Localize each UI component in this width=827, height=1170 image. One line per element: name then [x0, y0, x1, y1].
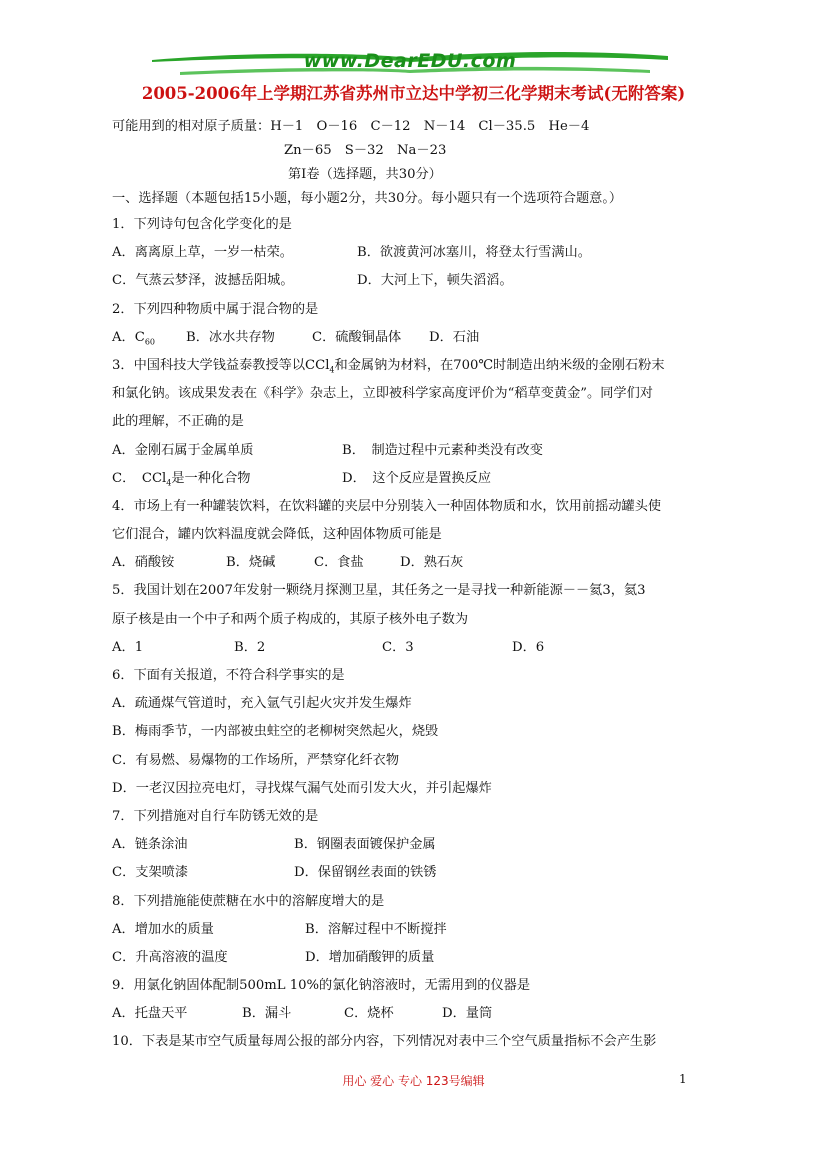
- option: D．量筒: [442, 1006, 493, 1022]
- option: D．熟石灰: [400, 555, 464, 571]
- question-stem: 8．下列措施能使蔗糖在水中的溶解度增大的是: [112, 893, 385, 909]
- option: A．金刚石属于金属单质: [112, 442, 254, 458]
- section-title: 第Ⅰ卷（选择题，共30分）: [288, 167, 442, 182]
- option: A．硝酸铵: [112, 555, 175, 571]
- option-row: [112, 549, 722, 577]
- option: B． 制造过程中元素种类没有改变: [342, 442, 543, 458]
- option: D．一老汉因拉亮电灯，寻找煤气漏气处而引发大火，并引起爆炸: [112, 780, 492, 796]
- question-stem: 6．下面有关报道，不符合科学事实的是: [112, 668, 345, 683]
- option: B．欲渡黄河冰塞川，将登太行雪满山。: [357, 245, 591, 261]
- question-stem: 它们混合，罐内饮料温度就会降低，这种固体物质可能是: [112, 527, 442, 543]
- option: D．大河上下，顿失滔滔。: [357, 273, 513, 289]
- option-row: [112, 944, 722, 972]
- question-stem: 9．用氯化钠固体配制500mL 10%的氯化钠溶液时，无需用到的仪器是: [112, 978, 531, 994]
- option-row: [112, 267, 722, 295]
- option: C．食盐: [314, 555, 364, 571]
- option: B．烧碱: [226, 555, 276, 571]
- part1-instructions: 一、选择题（本题包括15小题，每小题2分，共30分。每小题只有一个选项符合题意。）: [112, 191, 623, 206]
- option: B．冰水共存物: [186, 329, 275, 345]
- option: D．增加硝酸钾的质量: [305, 949, 435, 965]
- option: B．梅雨季节，一内部被虫蛀空的老柳树突然起火，烧毁: [112, 724, 439, 740]
- question-stem: 2．下列四种物质中属于混合物的是: [112, 301, 319, 317]
- option-row: [112, 324, 722, 352]
- option-row: [112, 634, 722, 662]
- question-stem: 和氯化钠。该成果发表在《科学》杂志上，立即被科学家高度评价为“稻草变黄金”。同学们对: [112, 386, 653, 402]
- option: A．疏通煤气管道时，充入氩气引起火灾并发生爆炸: [112, 696, 412, 712]
- option: A．增加水的质量: [112, 921, 214, 937]
- question-stem: 10．下表是某市空气质量每周公报的部分内容，下列情况对表中三个空气质量指标不会产生影: [112, 1034, 657, 1050]
- footer-slogan: 用心 爱心 专心 123号编辑: [342, 1074, 485, 1088]
- option: C．气蒸云梦泽，波撼岳阳城。: [112, 273, 294, 289]
- atomic-masses-line2: Zn－65 S－32 Na－23: [284, 143, 447, 158]
- option-row: [112, 1000, 722, 1028]
- question-stem: 5．我国计划在2007年发射一颗绕月探测卫星，其任务之一是寻找一种新能源－－氦3，氦3: [112, 583, 646, 599]
- option: A．托盘天平: [112, 1006, 188, 1022]
- option: C． CCl$_4$是一种化合物: [112, 470, 251, 488]
- option: C．有易燃、易爆物的工作场所，严禁穿化纤衣物: [112, 752, 400, 768]
- option: A．1: [112, 639, 144, 655]
- option: C．烧杯: [344, 1006, 394, 1022]
- question-stem: 此的理解，不正确的是: [112, 414, 244, 430]
- option: A．$C_{60}$: [112, 329, 155, 347]
- atomic-masses-line1: 可能用到的相对原子质量：H－1 O－16 C－12 N－14 Cl－35.5 He－4: [112, 119, 590, 134]
- question-stem: 原子核是由一个中子和两个质子构成的，其原子核外电子数为: [112, 611, 469, 627]
- option: A．离离原上草，一岁一枯荣。: [112, 245, 293, 261]
- site-header: [150, 48, 670, 80]
- option-row: [112, 916, 722, 944]
- option: B．漏斗: [242, 1006, 292, 1022]
- option: D．石油: [429, 329, 480, 345]
- site-url[interactable]: www.DearEDU.com: [303, 50, 517, 72]
- option-row: [112, 831, 722, 859]
- option: D．保留钢丝表面的铁锈: [294, 865, 437, 881]
- exam-title: 2005-2006年上学期江苏省苏州市立达中学初三化学期末考试(无附答案): [141, 84, 686, 103]
- question-stem: 3．中国科技大学钱益泰教授等以CCl$_4$和金属钠为材料，在700℃时制造出纳米级的金刚石粉末: [112, 357, 665, 375]
- page-number: 1: [679, 1072, 687, 1086]
- question-stem: 4．市场上有一种罐装饮料，在饮料罐的夹层中分别装入一种固体物质和水，饮用前摇动罐头使: [112, 498, 662, 514]
- option: B．2: [234, 639, 266, 655]
- option: C．硫酸铜晶体: [312, 329, 402, 345]
- exam-body: [112, 115, 722, 1057]
- option: C．升高溶液的温度: [112, 949, 228, 965]
- option: B．钢圈表面镀保护金属: [294, 837, 436, 853]
- option: C．支架喷漆: [112, 865, 189, 881]
- question-stem: 7．下列措施对自行车防锈无效的是: [112, 808, 319, 824]
- option: D． 这个反应是置换反应: [342, 470, 492, 486]
- question-stem: 1．下列诗句包含化学变化的是: [112, 217, 292, 232]
- option-row: [112, 437, 722, 465]
- option: B．溶解过程中不断搅拌: [305, 921, 447, 937]
- option: D．6: [512, 639, 545, 655]
- option-row: [112, 859, 722, 887]
- option-row: [112, 465, 722, 493]
- option: A．链条涂油: [112, 837, 188, 853]
- option-row: [112, 239, 722, 267]
- option: C．3: [382, 639, 414, 655]
